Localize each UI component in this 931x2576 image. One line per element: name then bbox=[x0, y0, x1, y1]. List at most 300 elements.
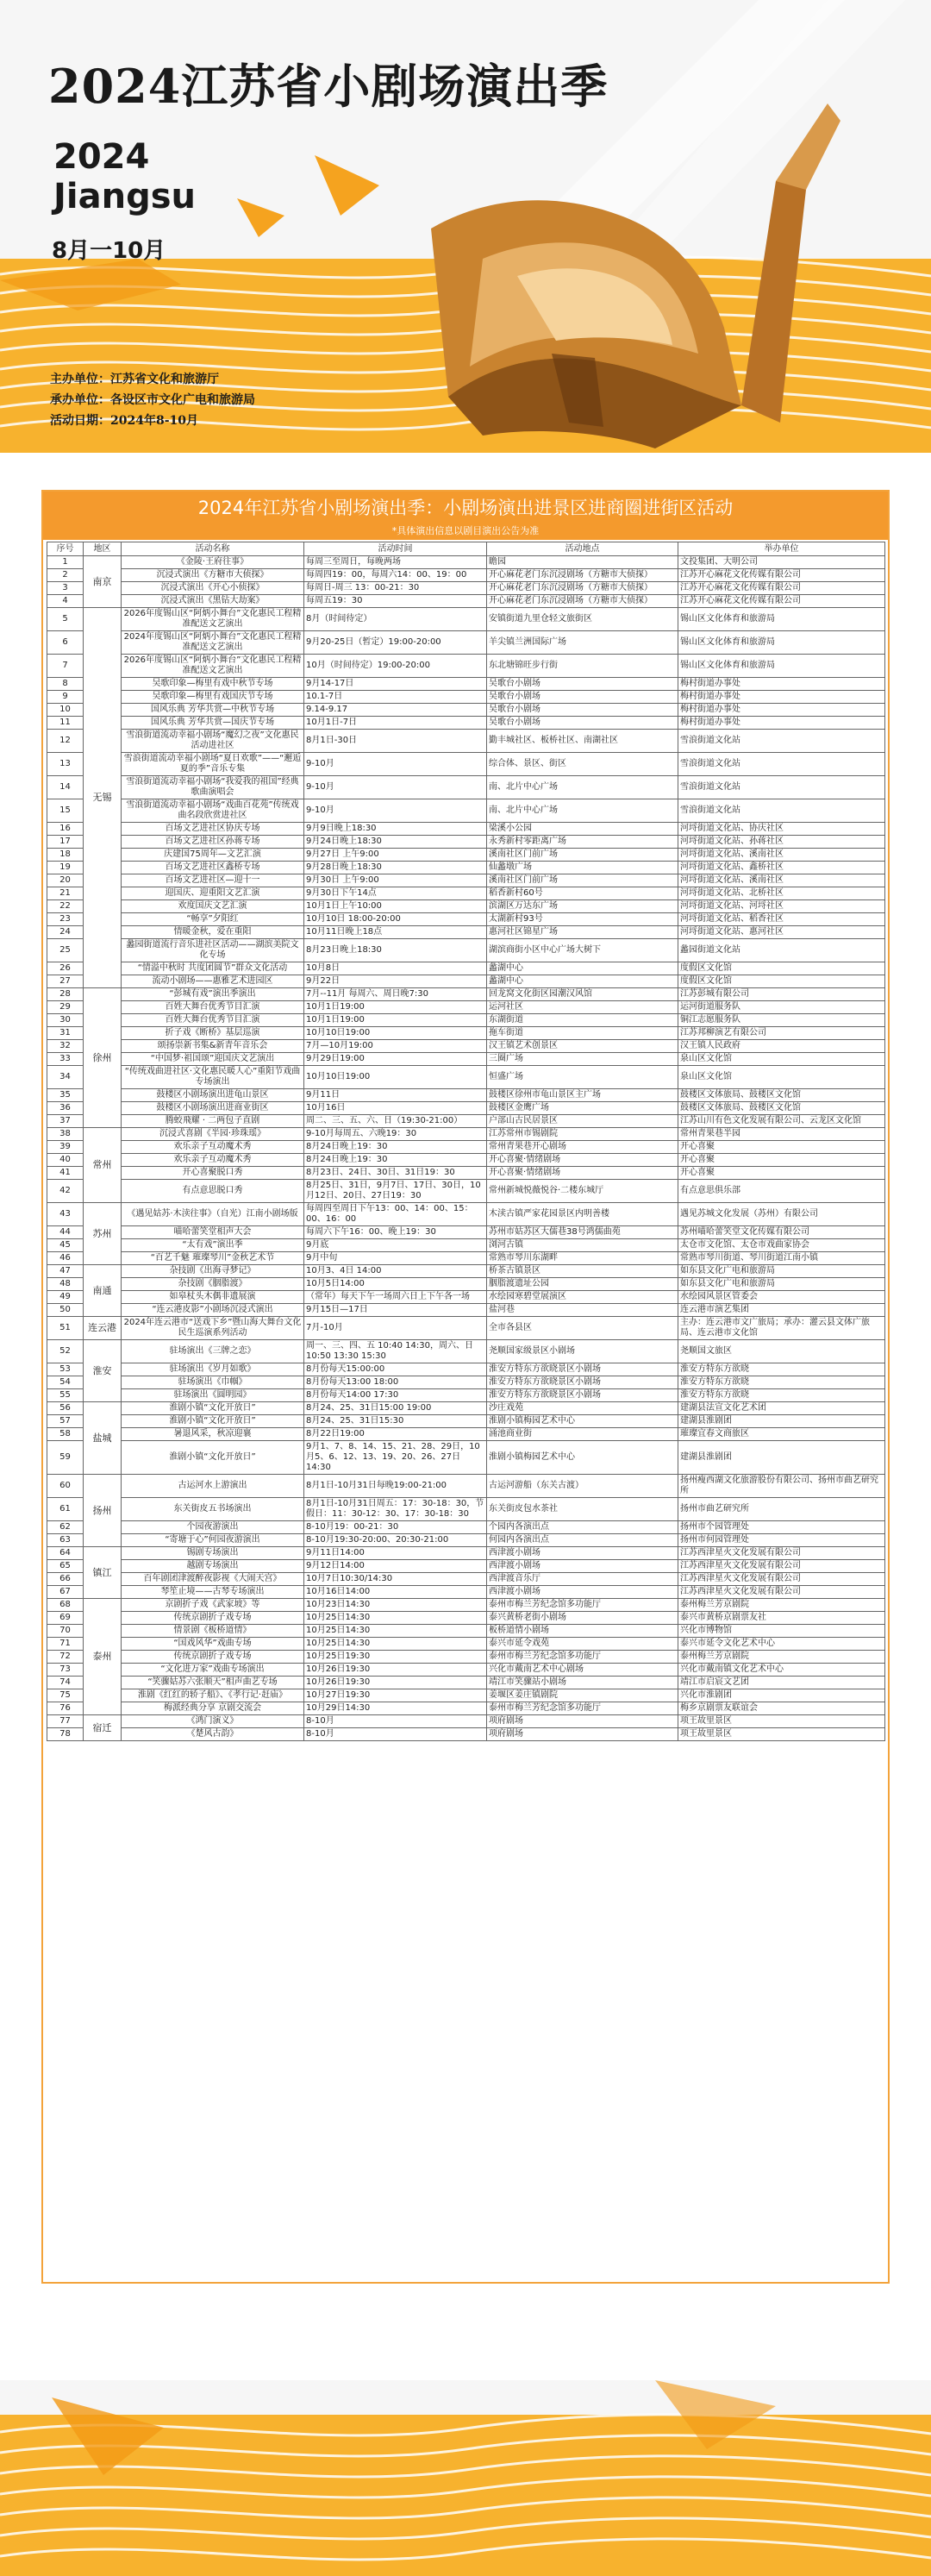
activity-venue: 开心麻花老门东沉浸剧场（方糖市大侦探） bbox=[487, 569, 678, 582]
activity-organizer: 扬州市何园管理处 bbox=[678, 1534, 885, 1547]
activity-venue: 东北塘锦旺步行街 bbox=[487, 655, 678, 678]
activity-time: （常年）每天下午一场周六日上下午各一场 bbox=[304, 1291, 487, 1304]
table-row bbox=[47, 874, 885, 887]
activity-time: 10月10日19:00 bbox=[304, 1066, 487, 1089]
region-cell: 徐州 bbox=[84, 988, 122, 1128]
activity-time: 9月30日 上午9:00 bbox=[304, 874, 487, 887]
activity-organizer: 建湖县淮剧团 bbox=[678, 1415, 885, 1428]
activity-time: 9月11日 bbox=[304, 1089, 487, 1102]
activity-time: 9-10月 bbox=[304, 776, 487, 799]
activity-organizer: 鼓楼区文体旅局、鼓楼区文化馆 bbox=[678, 1102, 885, 1115]
activity-name: 欢乐亲子互动魔术秀 bbox=[122, 1141, 304, 1154]
row-index: 75 bbox=[47, 1689, 84, 1702]
header-organizer: 举办单位 bbox=[678, 542, 885, 556]
activity-organizer: 兴化市戴南镇文化艺术中心 bbox=[678, 1664, 885, 1677]
activity-organizer: 梅村街道办事处 bbox=[678, 691, 885, 704]
activity-organizer: 水绘园风景区管委会 bbox=[678, 1291, 885, 1304]
activity-organizer: 常熟市琴川街道、琴川街道江南小镇 bbox=[678, 1252, 885, 1265]
activity-venue: 江苏常州市锡剧院 bbox=[487, 1128, 678, 1141]
table-row bbox=[47, 988, 885, 1001]
activity-time: 10月10日19:00 bbox=[304, 1027, 487, 1040]
table-row bbox=[47, 595, 885, 608]
row-index: 1 bbox=[47, 556, 84, 569]
row-index: 35 bbox=[47, 1089, 84, 1102]
activity-name: 京剧折子戏《武家坡》等 bbox=[122, 1599, 304, 1612]
activity-time: 8月23日、24日、30日、31日19：30 bbox=[304, 1167, 487, 1180]
activity-name: 吴歌印象—梅里有戏国庆节专场 bbox=[122, 691, 304, 704]
row-index: 27 bbox=[47, 975, 84, 988]
activity-venue: 太湖新村93号 bbox=[487, 913, 678, 926]
activity-time: 9月20-25日（暂定）19:00-20:00 bbox=[304, 631, 487, 655]
table-row bbox=[47, 1014, 885, 1027]
activity-venue: 盐河巷 bbox=[487, 1304, 678, 1317]
table-row bbox=[47, 913, 885, 926]
activity-name: 沉浸式演出《方糖市大侦探》 bbox=[122, 569, 304, 582]
row-index: 64 bbox=[47, 1547, 84, 1560]
row-index: 47 bbox=[47, 1265, 84, 1278]
activity-time: 9月30日下午14点 bbox=[304, 887, 487, 900]
activity-venue: 古运河游船（东关古渡） bbox=[487, 1475, 678, 1498]
table-row bbox=[47, 730, 885, 753]
activity-venue: 梁溪小公园 bbox=[487, 823, 678, 836]
activity-name: 沉浸式喜剧《半园·珍珠瑶》 bbox=[122, 1128, 304, 1141]
activity-time: 10月1日19:00 bbox=[304, 1014, 487, 1027]
activity-organizer: 常州青果巷半园 bbox=[678, 1128, 885, 1141]
activity-time: 每周四至周日下午13：00、14：00、15：00、16：00 bbox=[304, 1203, 487, 1226]
activity-organizer: 江苏西津星火文化发展有限公司 bbox=[678, 1586, 885, 1599]
activity-organizer: 建湖县法宣文化艺术团 bbox=[678, 1402, 885, 1415]
activity-name: 个园夜游演出 bbox=[122, 1521, 304, 1534]
activity-name: 传统京剧折子戏专场 bbox=[122, 1612, 304, 1625]
activity-organizer: 铜江志愿服务队 bbox=[678, 1014, 885, 1027]
row-index: 77 bbox=[47, 1715, 84, 1728]
activity-name: 百场文艺进社区孙蒋专场 bbox=[122, 836, 304, 849]
activity-venue: 综合体、景区、街区 bbox=[487, 753, 678, 776]
activity-name: 百姓大舞台优秀节目汇演 bbox=[122, 1001, 304, 1014]
row-index: 16 bbox=[47, 823, 84, 836]
activity-venue: 淮剧小镇梅园艺术中心 bbox=[487, 1415, 678, 1428]
row-index: 14 bbox=[47, 776, 84, 799]
activity-venue: 安镇街道九里仓轻文旅街区 bbox=[487, 608, 678, 631]
activity-venue: 常州青果巷开心剧场 bbox=[487, 1141, 678, 1154]
table-row bbox=[47, 887, 885, 900]
activity-name: 欢乐亲子互动魔术秀 bbox=[122, 1154, 304, 1167]
row-index: 37 bbox=[47, 1115, 84, 1128]
activity-name: 杂技剧《出海寻梦记》 bbox=[122, 1265, 304, 1278]
activity-organizer: 如东县文化广电和旅游局 bbox=[678, 1278, 885, 1291]
activity-venue: 全市各县区 bbox=[487, 1317, 678, 1340]
table-row bbox=[47, 1167, 885, 1180]
table-row bbox=[47, 1498, 885, 1521]
activity-name: 驻场演出《圆明园》 bbox=[122, 1389, 304, 1402]
header-activity: 活动名称 bbox=[122, 542, 304, 556]
activity-name: 欢度国庆文艺汇演 bbox=[122, 900, 304, 913]
activity-venue: 吴歌台小剧场 bbox=[487, 678, 678, 691]
activity-name: 颂扬崇新书集&新青年音乐会 bbox=[122, 1040, 304, 1053]
row-index: 63 bbox=[47, 1534, 84, 1547]
activity-venue: 常熟市琴川东湖畔 bbox=[487, 1252, 678, 1265]
activity-name: “传统戏曲进社区·文化惠民暖人心”重阳节戏曲专场演出 bbox=[122, 1066, 304, 1089]
row-index: 28 bbox=[47, 988, 84, 1001]
activity-time: 每周日-周三 13：00-21：30 bbox=[304, 582, 487, 595]
activity-venue: 湖滨商街小区中心广场大树下 bbox=[487, 939, 678, 962]
row-index: 59 bbox=[47, 1441, 84, 1475]
activity-time: 8月23日晚上18:30 bbox=[304, 939, 487, 962]
row-index: 52 bbox=[47, 1340, 84, 1363]
region-cell: 淮安 bbox=[84, 1340, 122, 1402]
table-row bbox=[47, 1180, 885, 1203]
row-index: 58 bbox=[47, 1428, 84, 1441]
activity-name: 百姓大舞台优秀节目汇演 bbox=[122, 1014, 304, 1027]
activity-name: “太有戏”演出季 bbox=[122, 1239, 304, 1252]
activity-time: 9月12日14:00 bbox=[304, 1560, 487, 1573]
activity-time: 9.14-9.17 bbox=[304, 704, 487, 717]
activity-venue: 项府剧场 bbox=[487, 1728, 678, 1741]
activity-name: 有点意思脱口秀 bbox=[122, 1180, 304, 1203]
activity-organizer: 梅村街道办事处 bbox=[678, 678, 885, 691]
row-index: 17 bbox=[47, 836, 84, 849]
footer-waves bbox=[0, 2380, 931, 2576]
activity-organizer: 江苏开心麻花文化传媒有限公司 bbox=[678, 595, 885, 608]
activity-venue: 蠡湖中心 bbox=[487, 962, 678, 975]
activity-name: 百场文艺进社区鑫桥专场 bbox=[122, 862, 304, 874]
row-index: 45 bbox=[47, 1239, 84, 1252]
activity-time: 10月16日 bbox=[304, 1102, 487, 1115]
activity-organizer: 江苏彭城有限公司 bbox=[678, 988, 885, 1001]
footer-artwork bbox=[0, 2380, 931, 2576]
activity-venue: 西津渡小剧场 bbox=[487, 1547, 678, 1560]
activity-organizer: 兴化市博物馆 bbox=[678, 1625, 885, 1638]
row-index: 62 bbox=[47, 1521, 84, 1534]
table-row bbox=[47, 823, 885, 836]
activity-organizer: 锡山区文化体育和旅游局 bbox=[678, 655, 885, 678]
activity-organizer: 开心喜聚 bbox=[678, 1167, 885, 1180]
row-index: 66 bbox=[47, 1573, 84, 1586]
activity-organizer: 运河街道服务队 bbox=[678, 1001, 885, 1014]
table-row bbox=[47, 608, 885, 631]
table-row bbox=[47, 1402, 885, 1415]
table-row bbox=[47, 1625, 885, 1638]
activity-time: 8月份每天15:00:00 bbox=[304, 1363, 487, 1376]
table-row bbox=[47, 1664, 885, 1677]
activity-venue: 泰州市梅兰芳纪念馆多功能厅 bbox=[487, 1651, 678, 1664]
row-index: 23 bbox=[47, 913, 84, 926]
activity-venue: 泰兴黄桥老街小剧场 bbox=[487, 1612, 678, 1625]
activity-organizer: 泰州梅兰芳京剧院 bbox=[678, 1651, 885, 1664]
activity-venue: 开心麻花老门东沉浸剧场（方糖市大侦探） bbox=[487, 595, 678, 608]
row-index: 65 bbox=[47, 1560, 84, 1573]
row-index: 49 bbox=[47, 1291, 84, 1304]
activity-venue: 鼓楼区金鹰广场 bbox=[487, 1102, 678, 1115]
table-row bbox=[47, 1363, 885, 1376]
activity-name: 雪浪街道流动幸福小剧场“魔幻之夜”文化惠民活动进社区 bbox=[122, 730, 304, 753]
row-index: 22 bbox=[47, 900, 84, 913]
activity-time: 10月25日14:30 bbox=[304, 1612, 487, 1625]
table-row bbox=[47, 704, 885, 717]
activity-organizer: 河埒街道文化站、北桥社区 bbox=[678, 887, 885, 900]
row-index: 4 bbox=[47, 595, 84, 608]
activity-organizer: 兴化市淮剧团 bbox=[678, 1689, 885, 1702]
hero-poster bbox=[0, 0, 931, 453]
row-index: 12 bbox=[47, 730, 84, 753]
table-row bbox=[47, 1651, 885, 1664]
activity-venue: 淮安方特东方欲晓景区小剧场 bbox=[487, 1363, 678, 1376]
activity-venue: 回龙窝文化街区园潮汉风馆 bbox=[487, 988, 678, 1001]
activity-time: 每周六下午16：00、晚上19：30 bbox=[304, 1226, 487, 1239]
activity-venue: 东湖街道 bbox=[487, 1014, 678, 1027]
activity-organizer: 项王故里景区 bbox=[678, 1715, 885, 1728]
row-index: 32 bbox=[47, 1040, 84, 1053]
row-index: 46 bbox=[47, 1252, 84, 1265]
activity-venue: 蠡湖中心 bbox=[487, 975, 678, 988]
table-row bbox=[47, 678, 885, 691]
table-row bbox=[47, 1560, 885, 1573]
table-row bbox=[47, 836, 885, 849]
row-index: 8 bbox=[47, 678, 84, 691]
activity-venue: 仙蠡墩广场 bbox=[487, 862, 678, 874]
activity-name: “情溢中秋时 共度团圆节”群众文化活动 bbox=[122, 962, 304, 975]
table-row bbox=[47, 1128, 885, 1141]
schedule-table bbox=[47, 542, 885, 1741]
table-row bbox=[47, 1715, 885, 1728]
row-index: 41 bbox=[47, 1167, 84, 1180]
activity-venue: 溪南社区门前广场 bbox=[487, 849, 678, 862]
row-index: 51 bbox=[47, 1317, 84, 1340]
table-row bbox=[47, 1154, 885, 1167]
table-row bbox=[47, 1226, 885, 1239]
table-row bbox=[47, 1415, 885, 1428]
row-index: 68 bbox=[47, 1599, 84, 1612]
activity-organizer: 靖江市启宸文艺团 bbox=[678, 1677, 885, 1689]
activity-name: “笑骤姑苏六张顺天”相声曲艺专场 bbox=[122, 1677, 304, 1689]
activity-venue: 涌池商业街 bbox=[487, 1428, 678, 1441]
activity-organizer: 梅乡京剧票友联谊会 bbox=[678, 1702, 885, 1715]
activity-time: 7月—10月19:00 bbox=[304, 1040, 487, 1053]
table-row bbox=[47, 1265, 885, 1278]
activity-name: “百艺千魅 璀璨琴川”金秋艺术节 bbox=[122, 1252, 304, 1265]
activity-organizer: 梅村街道办事处 bbox=[678, 717, 885, 730]
table-title: 2024年江苏省小剧场演出季：小剧场演出进景区进商圈进街区活动 bbox=[43, 492, 888, 524]
activity-name: 喵哈蕾笑堂相声大会 bbox=[122, 1226, 304, 1239]
activity-time: 9-10月 bbox=[304, 799, 487, 823]
activity-time: 7月-10月 bbox=[304, 1317, 487, 1340]
activity-time: 每周四19：00，每周六14：00、19：00 bbox=[304, 569, 487, 582]
activity-organizer: 如东县文化广电和旅游局 bbox=[678, 1265, 885, 1278]
row-index: 11 bbox=[47, 717, 84, 730]
activity-time: 8-10月 bbox=[304, 1728, 487, 1741]
activity-name: 鼓楼区小剧场演出进龟山景区 bbox=[122, 1089, 304, 1102]
table-row bbox=[47, 1304, 885, 1317]
table-row bbox=[47, 1728, 885, 1741]
table-row bbox=[47, 1547, 885, 1560]
region-cell: 无锡 bbox=[84, 608, 122, 988]
activity-name: 淮剧小镇“文化开放日” bbox=[122, 1415, 304, 1428]
activity-time: 8月24、25、31日15:00 19:00 bbox=[304, 1402, 487, 1415]
activity-name: 如皋杖头木偶非遗展演 bbox=[122, 1291, 304, 1304]
activity-time: 8月1日-30日 bbox=[304, 730, 487, 753]
activity-organizer: 尧顺国文旅区 bbox=[678, 1340, 885, 1363]
row-index: 2 bbox=[47, 569, 84, 582]
activity-time: 8月（时间待定） bbox=[304, 608, 487, 631]
activity-organizer: 江苏开心麻花文化传媒有限公司 bbox=[678, 569, 885, 582]
activity-time: 8月24、25、31日15:30 bbox=[304, 1415, 487, 1428]
table-row bbox=[47, 582, 885, 595]
activity-organizer: 梅村街道办事处 bbox=[678, 704, 885, 717]
activity-time: 每周三至周日，每晚两场 bbox=[304, 556, 487, 569]
activity-venue: 吴歌台小剧场 bbox=[487, 691, 678, 704]
activity-name: 迎国庆、迎重阳文艺汇演 bbox=[122, 887, 304, 900]
activity-time: 8月22日19:00 bbox=[304, 1428, 487, 1441]
activity-organizer: 汉王镇人民政府 bbox=[678, 1040, 885, 1053]
table-row bbox=[47, 862, 885, 874]
activity-venue: 浏河古镇 bbox=[487, 1239, 678, 1252]
activity-time: 8-10月 bbox=[304, 1715, 487, 1728]
activity-name: “寄塘于心”何园夜游演出 bbox=[122, 1534, 304, 1547]
row-index: 15 bbox=[47, 799, 84, 823]
activity-name: 2024年度锡山区“阿炳小舞台”文化惠民工程精准配送文艺演出 bbox=[122, 631, 304, 655]
activity-name: 沉浸式演出《开心小侦探》 bbox=[122, 582, 304, 595]
row-index: 42 bbox=[47, 1180, 84, 1203]
table-row bbox=[47, 1291, 885, 1304]
accent-triangle-small bbox=[237, 198, 284, 237]
activity-venue: 三圈广场 bbox=[487, 1053, 678, 1066]
activity-time: 9月中旬 bbox=[304, 1252, 487, 1265]
activity-time: 10月3、4日 14:00 bbox=[304, 1265, 487, 1278]
activity-time: 9月15日—17日 bbox=[304, 1304, 487, 1317]
activity-organizer: 锡山区文化体育和旅游局 bbox=[678, 631, 885, 655]
activity-organizer: 遇见苏城文化发展（苏州）有限公司 bbox=[678, 1203, 885, 1226]
activity-organizer: 淮安方特东方欲晓 bbox=[678, 1389, 885, 1402]
activity-name: 锡剧专场演出 bbox=[122, 1547, 304, 1560]
table-row bbox=[47, 1115, 885, 1128]
activity-venue: 胭脂渡遗址公园 bbox=[487, 1278, 678, 1291]
row-index: 78 bbox=[47, 1728, 84, 1741]
table-row bbox=[47, 1441, 885, 1475]
activity-time: 9月11日14:00 bbox=[304, 1547, 487, 1560]
table-row bbox=[47, 1001, 885, 1014]
table-row bbox=[47, 655, 885, 678]
table-row bbox=[47, 1102, 885, 1115]
table-row bbox=[47, 569, 885, 582]
activity-time: 9月底 bbox=[304, 1239, 487, 1252]
row-index: 6 bbox=[47, 631, 84, 655]
table-row bbox=[47, 1573, 885, 1586]
table-row bbox=[47, 1638, 885, 1651]
hero-dates: 8月一10月 bbox=[52, 238, 166, 264]
row-index: 39 bbox=[47, 1141, 84, 1154]
activity-time: 10月16日14:00 bbox=[304, 1586, 487, 1599]
table-row bbox=[47, 962, 885, 975]
table-row bbox=[47, 1702, 885, 1715]
activity-organizer: 河埒街道文化站、惠河社区 bbox=[678, 926, 885, 939]
row-index: 56 bbox=[47, 1402, 84, 1415]
activity-name: 琴笙止境——古琴专场演出 bbox=[122, 1586, 304, 1599]
activity-name: “文化进万家”戏曲专场演出 bbox=[122, 1664, 304, 1677]
activity-time: 9月24日晚上18:30 bbox=[304, 836, 487, 849]
activity-organizer: 建湖县淮剧团 bbox=[678, 1441, 885, 1475]
table-body bbox=[47, 556, 885, 1741]
activity-name: 暑退风采，秋凉迎襄 bbox=[122, 1428, 304, 1441]
table-row bbox=[47, 900, 885, 913]
activity-time: 10月11日晚上18点 bbox=[304, 926, 487, 939]
activity-organizer: 苏州喵哈蕾笑堂文化传媒有限公司 bbox=[678, 1226, 885, 1239]
activity-name: 淮剧小镇“文化开放日” bbox=[122, 1441, 304, 1475]
activity-time: 每周五19：30 bbox=[304, 595, 487, 608]
activity-time: 9月22日 bbox=[304, 975, 487, 988]
table-row bbox=[47, 1252, 885, 1265]
activity-name: 鼓楼区小剧场演出进商业街区 bbox=[122, 1102, 304, 1115]
activity-venue: 惠河社区锦星广场 bbox=[487, 926, 678, 939]
activity-name: 雪浪街道流动幸福小剧场“我爱我的祖国”经典歌曲演唱会 bbox=[122, 776, 304, 799]
schedule-panel bbox=[41, 490, 890, 2284]
activity-organizer: 开心喜聚 bbox=[678, 1141, 885, 1154]
table-row bbox=[47, 926, 885, 939]
activity-venue: 拖车街道 bbox=[487, 1027, 678, 1040]
activity-organizer: 江苏邦柳演艺有限公司 bbox=[678, 1027, 885, 1040]
row-index: 71 bbox=[47, 1638, 84, 1651]
activity-time: 9月29日19:00 bbox=[304, 1053, 487, 1066]
row-index: 73 bbox=[47, 1664, 84, 1677]
row-index: 43 bbox=[47, 1203, 84, 1226]
activity-organizer: 扬州市曲艺研究所 bbox=[678, 1498, 885, 1521]
row-index: 55 bbox=[47, 1389, 84, 1402]
row-index: 40 bbox=[47, 1154, 84, 1167]
activity-organizer: 淮安方特东方欲晓 bbox=[678, 1376, 885, 1389]
activity-organizer: 河埒街道文化站、溪南社区 bbox=[678, 874, 885, 887]
activity-venue: 瞻园 bbox=[487, 556, 678, 569]
row-index: 48 bbox=[47, 1278, 84, 1291]
activity-venue: 开心喜聚·情绪剧场 bbox=[487, 1154, 678, 1167]
activity-organizer: 锡山区文化体育和旅游局 bbox=[678, 608, 885, 631]
header-region: 地区 bbox=[84, 542, 122, 556]
activity-name: 百场文艺进社区协庆专场 bbox=[122, 823, 304, 836]
activity-name: 驻场演出《三牌之恋》 bbox=[122, 1340, 304, 1363]
activity-name: 《遇见姑苏·木渎往事》（自光）江南小剧场版 bbox=[122, 1203, 304, 1226]
activity-name: 雪浪街道流动幸福小剧场“夏日欢歌”——“邂逅夏的季”音乐专集 bbox=[122, 753, 304, 776]
activity-name: 情景剧《板桥道情》 bbox=[122, 1625, 304, 1638]
row-index: 10 bbox=[47, 704, 84, 717]
activity-venue: 开心麻花老门东沉浸剧场（方糖市大侦探） bbox=[487, 582, 678, 595]
table-row bbox=[47, 1053, 885, 1066]
activity-time: 周二、三、五、六、日（19:30-21:00） bbox=[304, 1115, 487, 1128]
activity-time: 周一、三、四、五 10:40 14:30，周六、日 10:50 13:30 15:30 bbox=[304, 1340, 487, 1363]
activity-name: 吴歌印象—梅里有戏中秋节专场 bbox=[122, 678, 304, 691]
region-cell: 泰州 bbox=[84, 1599, 122, 1715]
activity-organizer: 度假区文化馆 bbox=[678, 975, 885, 988]
activity-venue: 永秀新村零距离广场 bbox=[487, 836, 678, 849]
activity-venue: 沙庄戏苑 bbox=[487, 1402, 678, 1415]
activity-venue: 吴歌台小剧场 bbox=[487, 717, 678, 730]
activity-name: “国戏风华”戏曲专场 bbox=[122, 1638, 304, 1651]
activity-venue: 尧顺国家级景区小剧场 bbox=[487, 1340, 678, 1363]
row-index: 69 bbox=[47, 1612, 84, 1625]
activity-venue: 项府剧场 bbox=[487, 1715, 678, 1728]
activity-name: 流动小剧场——惠雅艺术进园区 bbox=[122, 975, 304, 988]
row-index: 34 bbox=[47, 1066, 84, 1089]
activity-organizer: 河埒街道文化站、河埒社区 bbox=[678, 900, 885, 913]
row-index: 25 bbox=[47, 939, 84, 962]
row-index: 60 bbox=[47, 1475, 84, 1498]
activity-organizer: 江苏西津星火文化发展有限公司 bbox=[678, 1573, 885, 1586]
table-row bbox=[47, 1278, 885, 1291]
table-row bbox=[47, 1599, 885, 1612]
activity-venue: 桥茶古镇景区 bbox=[487, 1265, 678, 1278]
activity-venue: 个园内各演出点 bbox=[487, 1521, 678, 1534]
table-row bbox=[47, 1066, 885, 1089]
activity-organizer: 度假区文化馆 bbox=[678, 962, 885, 975]
activity-venue: 西津渡小剧场 bbox=[487, 1560, 678, 1573]
activity-organizer: 泰州梅兰芳京剧院 bbox=[678, 1599, 885, 1612]
